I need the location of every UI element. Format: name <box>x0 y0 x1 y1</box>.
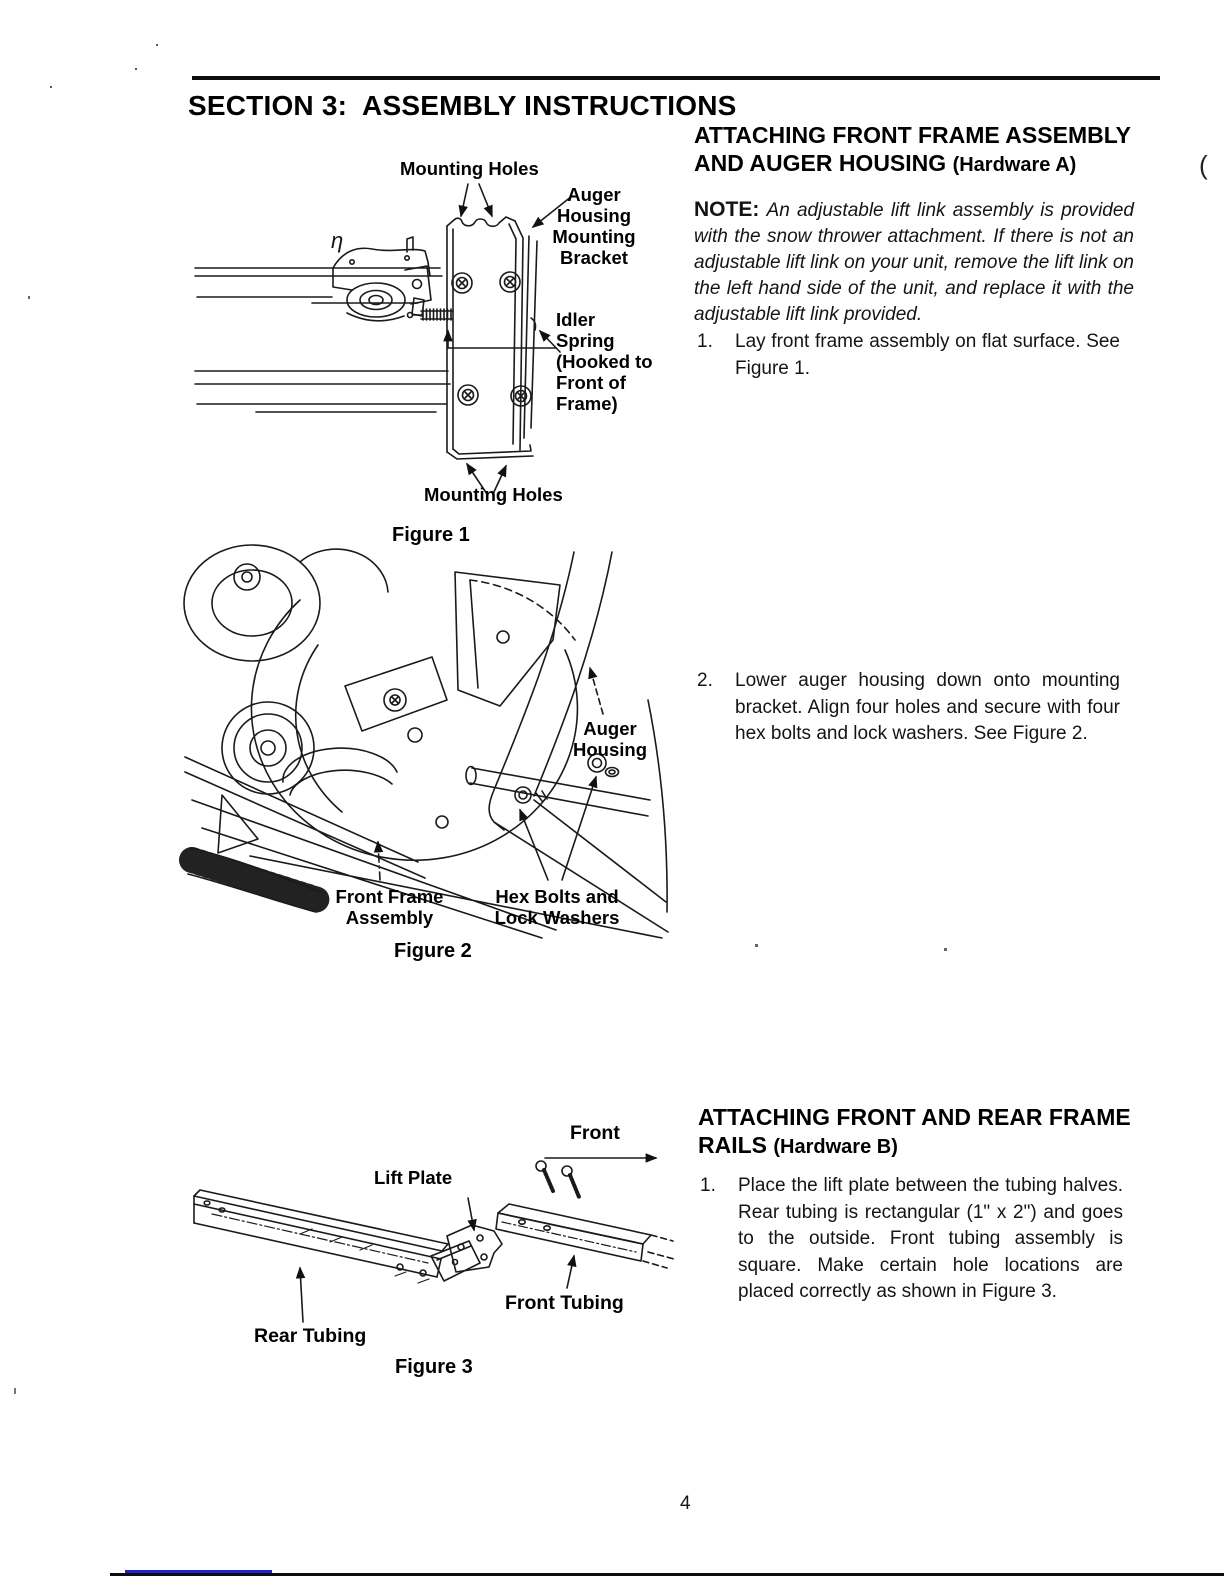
heading-a-line1: ATTACHING FRONT FRAME ASSEMBLY <box>694 122 1131 148</box>
scan-artifact-paren: ( <box>1199 150 1208 180</box>
page-number: 4 <box>680 1493 691 1514</box>
step-a1-text: Lay front frame assembly on flat surface. See Figure 1. <box>735 331 1120 379</box>
scan-artifact-dot <box>135 68 137 70</box>
fig1-label-mounting-holes-bottom: Mounting Holes <box>424 484 563 505</box>
heading-attach-rails <box>698 1103 1131 1161</box>
scan-artifact-dot <box>28 296 30 299</box>
fig3-label-lift-plate: Lift Plate <box>374 1167 453 1188</box>
page-title: SECTION 3: ASSEMBLY INSTRUCTIONS <box>188 90 737 121</box>
fig1-label-idler-spring: Idler Spring (Hooked to Front of Frame) <box>556 309 653 414</box>
step-a1 <box>697 329 1120 382</box>
scan-artifact-dot <box>156 44 158 46</box>
fig2-label-front-frame: Front Frame Assembly <box>335 886 444 928</box>
heading-attach-front-frame <box>694 121 1131 179</box>
step-b1 <box>700 1173 1123 1306</box>
fig3-label-front-tubing: Front Tubing <box>505 1292 624 1314</box>
fig2-label-hex-bolts: Hex Bolts and Lock Washers <box>494 886 620 928</box>
footer-rule <box>110 1573 1224 1576</box>
step-b1-number: 1. <box>700 1175 716 1196</box>
heading-a-hardware: (Hardware A) <box>952 154 1077 176</box>
fig1-label-auger-bracket: Auger Housing Mounting Bracket <box>552 184 636 268</box>
fig2-caption: Figure 2 <box>394 940 472 962</box>
fig1-label-mounting-holes-top: Mounting Holes <box>400 158 539 179</box>
fig3-caption: Figure 3 <box>395 1356 473 1378</box>
scan-artifact-dot <box>755 944 758 947</box>
heading-b-line1: ATTACHING FRONT AND REAR FRAME <box>698 1104 1131 1130</box>
note-label: NOTE: <box>694 198 760 221</box>
note-text: An adjustable lift link assembly is provided with the snow thrower attachment. If there is not an adjustable lift link on your unit, remove the lift link on the left hand side of the unit, and replace it with the adjustable lift link provided. <box>694 200 1135 325</box>
step-a2-text: Lower auger housing down onto mounting bracket. Align four holes and secure with four hex bolts and lock washers. See Figure 2. <box>735 670 1120 744</box>
scan-artifact-dot <box>50 86 52 88</box>
step-a2-number: 2. <box>697 670 713 691</box>
heading-b-line2: RAILS <box>698 1132 767 1158</box>
fig1-stray-glyph: η <box>331 228 344 253</box>
step-b1-text: Place the lift plate between the tubing halves. Rear tubing is rectangular (1" x 2") and goes to the outside. Front tubing assembly is square. Make certain hole locations are placed correctly as shown in Figure 3. <box>738 1175 1123 1302</box>
step-a2 <box>697 668 1120 748</box>
fig3-label-front: Front <box>570 1122 620 1144</box>
heading-a-line2: AND AUGER HOUSING <box>694 150 947 176</box>
header-rule <box>192 76 1160 80</box>
step-a1-number: 1. <box>697 331 713 352</box>
fig3-label-rear-tubing: Rear Tubing <box>254 1325 367 1347</box>
fig2-label-auger-housing: Auger Housing <box>573 718 647 760</box>
scan-artifact-dot <box>14 1388 16 1394</box>
footer-blue-mark <box>125 1570 272 1573</box>
scan-artifact-dot <box>944 948 947 951</box>
note-paragraph <box>694 197 1134 328</box>
heading-b-hardware: (Hardware B) <box>773 1136 898 1158</box>
fig1-caption: Figure 1 <box>392 524 470 546</box>
